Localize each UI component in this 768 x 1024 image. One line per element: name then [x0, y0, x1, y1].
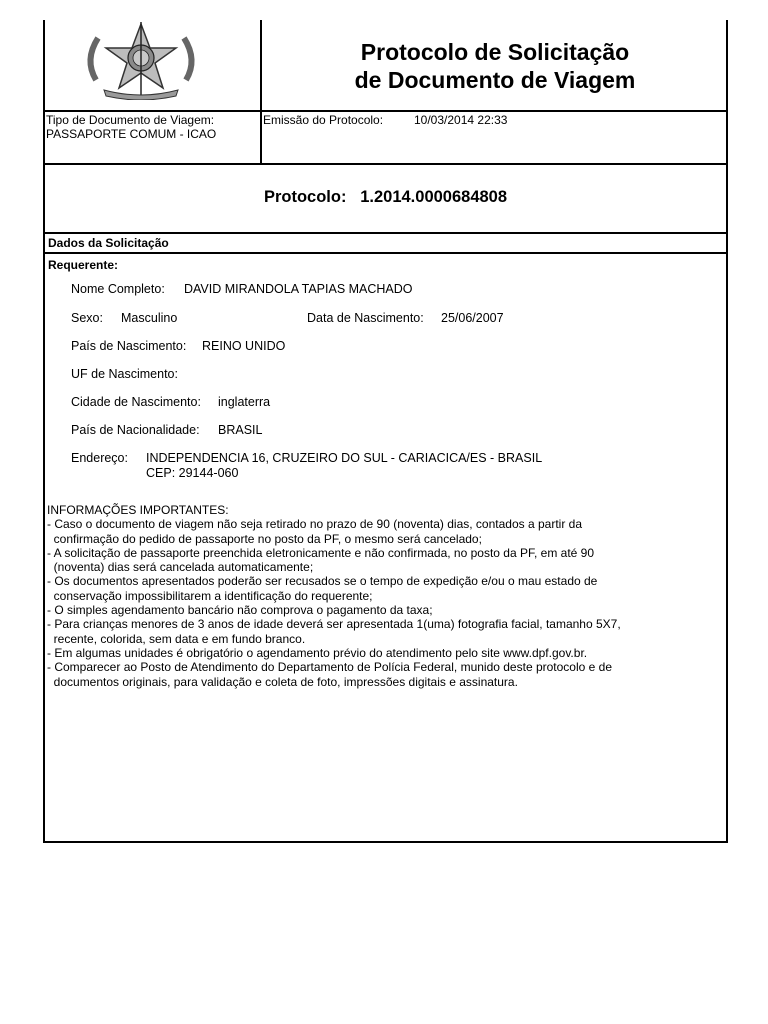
- frame-bottom-border: [43, 841, 728, 843]
- address-line-2: CEP: 29144-060: [146, 466, 239, 480]
- frame-left-border: [43, 20, 45, 843]
- doc-type-value: PASSAPORTE COMUM - ICAO: [46, 127, 217, 141]
- protocol-number: 1.2014.0000684808: [360, 188, 508, 206]
- info-line: - A solicitação de passaporte preenchida eletronicamente e não confirmada, no posto da PF, em até 90: [47, 545, 595, 560]
- info-line: - Comparecer ao Posto de Atendimento do Departamento de Polícia Federal, munido deste protocolo e de: [47, 660, 613, 675]
- coat-of-arms-icon: [76, 20, 206, 100]
- info-line: - Os documentos apresentados poderão ser recusados se o tempo de expedição e/ou o mau estado de: [47, 574, 598, 589]
- important-info: [47, 503, 727, 689]
- header-divider-horizontal: [43, 110, 728, 112]
- info-line: documentos originais, para validação e coleta de foto, impressões digitais e assinatura.: [47, 674, 518, 689]
- applicant-title: Requerente:: [48, 258, 119, 272]
- info-line: (noventa) dias será cancelada automaticamente;: [47, 560, 314, 575]
- info-line: - Para crianças menores de 3 anos de idade deverá ser apresentada 1(uma) fotografia facial, tamanho 5X7,: [47, 617, 621, 632]
- nationality-value: BRASIL: [218, 423, 263, 437]
- birth-city-value: inglaterra: [218, 395, 271, 409]
- info-line: conservação impossibilitarem a identificação do requerente;: [47, 588, 373, 603]
- page-title: [262, 38, 728, 94]
- emission-value: 10/03/2014 22:33: [414, 113, 508, 127]
- nationality-label: País de Nacionalidade:: [71, 423, 200, 437]
- birth-country-value: REINO UNIDO: [202, 339, 286, 353]
- protocol-top-line: [43, 163, 728, 165]
- address-label: Endereço:: [71, 451, 128, 465]
- title-line-2: de Documento de Viagem: [354, 67, 636, 93]
- section-title-line: [43, 252, 728, 254]
- frame-right-border: [726, 20, 728, 843]
- full-name-label: Nome Completo:: [71, 282, 165, 296]
- protocol-bottom-line: [43, 232, 728, 234]
- birth-date-value: 25/06/2007: [441, 311, 504, 325]
- protocol-line: [43, 188, 728, 207]
- birth-country-label: País de Nascimento:: [71, 339, 187, 353]
- doc-type-label: Tipo de Documento de Viagem:: [46, 113, 215, 127]
- birth-city-label: Cidade de Nascimento:: [71, 395, 201, 409]
- info-title: INFORMAÇÕES IMPORTANTES:: [47, 503, 229, 517]
- birth-date-label: Data de Nascimento:: [307, 311, 424, 325]
- sex-label: Sexo:: [71, 311, 103, 325]
- full-name-value: DAVID MIRANDOLA TAPIAS MACHADO: [184, 282, 413, 296]
- protocol-label: Protocolo:: [263, 188, 347, 206]
- info-line: confirmação do pedido de passaporte no posto da PF, o mesmo será cancelado;: [47, 531, 482, 546]
- info-line: - O simples agendamento bancário não comprova o pagamento da taxa;: [47, 603, 433, 618]
- sex-value: Masculino: [121, 311, 178, 325]
- address-line-1: INDEPENDENCIA 16, CRUZEIRO DO SUL - CARIACICA/ES - BRASIL: [146, 451, 543, 465]
- info-line: - Em algumas unidades é obrigatório o agendamento prévio do atendimento pelo site www.dpf.gov.br.: [47, 645, 588, 660]
- section-title: Dados da Solicitação: [48, 236, 169, 250]
- info-line: recente, colorida, sem data e em fundo branco.: [47, 631, 306, 646]
- info-line: - Caso o documento de viagem não seja retirado no prazo de 90 (noventa) dias, contados a partir da: [47, 517, 582, 532]
- title-line-1: Protocolo de Solicitação: [360, 39, 630, 65]
- emission-label: Emissão do Protocolo:: [263, 113, 384, 127]
- birth-state-label: UF de Nascimento:: [71, 367, 178, 381]
